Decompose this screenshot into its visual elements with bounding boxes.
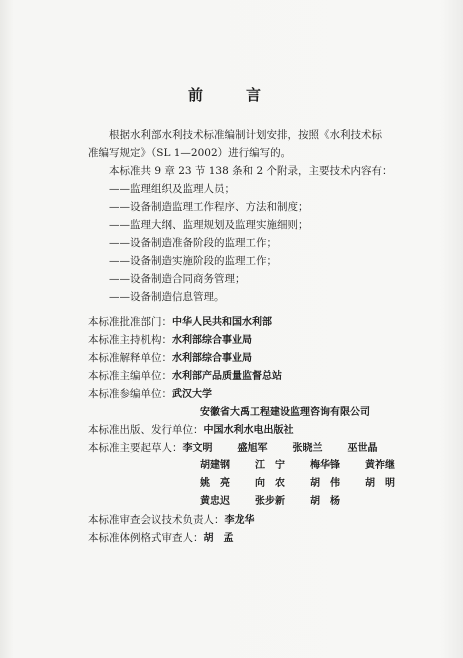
- content-item: ——设备制造监理工作程序、方法和制度；: [109, 201, 309, 213]
- drafter-name: 盛旭军: [237, 443, 268, 454]
- format-review-row: [88, 529, 418, 547]
- drafters-row: [88, 439, 418, 457]
- content-item: ——设备制造实施阶段的监理工作；: [109, 255, 277, 267]
- chief-editor-label: 本标准主编单位：: [88, 370, 172, 382]
- drafter-name: 胡 伟: [310, 478, 340, 489]
- drafter-name: 李文明: [182, 443, 213, 454]
- page-title: 前 言: [187, 86, 275, 104]
- publisher-row: [88, 421, 418, 439]
- chief-editor-value: 水利部产品质量监督总站: [172, 371, 282, 382]
- drafter-name: 向 农: [255, 478, 285, 489]
- approval-row: [88, 313, 418, 331]
- chief-editor-row: [88, 367, 418, 385]
- publisher-label: 本标准出版、发行单位：: [88, 424, 204, 436]
- content-item: ——设备制造准备阶段的监理工作；: [109, 237, 277, 249]
- format-review-label: 本标准体例格式审查人：: [88, 532, 204, 544]
- review-value: 李龙华: [224, 515, 255, 526]
- approval-label: 本标准批准部门：: [88, 316, 172, 328]
- drafter-name: 黄忠迟: [200, 496, 230, 507]
- drafter-name: 巫世晶: [347, 443, 378, 454]
- drafter-name: 梅华锋: [310, 460, 340, 471]
- publisher-value: 中国水利水电出版社: [203, 425, 294, 436]
- intro-line-2: 准编写规定》（SL 1—2002）进行编写的。: [88, 147, 292, 159]
- drafter-name: 姚 亮: [200, 478, 230, 489]
- host-row: [88, 331, 418, 349]
- drafters-row: [88, 457, 418, 475]
- summary-line: 本标准共 9 章 23 节 138 条和 2 个附录，主要技术内容有：: [109, 165, 393, 177]
- review-row: [88, 511, 418, 529]
- drafters-names: [183, 440, 403, 458]
- participant-row: [88, 385, 418, 403]
- drafter-name: 江 宁: [255, 460, 285, 471]
- drafter-name: 黄祚继: [365, 460, 395, 471]
- drafter-name: 张晓兰: [292, 443, 323, 454]
- host-value: 水利部综合事业局: [172, 335, 252, 346]
- drafters-label: 本标准主要起草人：: [88, 442, 183, 454]
- drafters-row: [88, 475, 418, 493]
- intro-paragraph: [88, 126, 388, 162]
- interpret-row: [88, 349, 418, 367]
- participant-value: 安徽省大禹工程建设监理咨询有限公司: [200, 407, 370, 418]
- content-item: ——设备制造合同商务管理；: [109, 273, 246, 285]
- participant-label: 本标准参编单位：: [88, 388, 172, 400]
- content-summary: [88, 162, 393, 306]
- interpret-value: 水利部综合事业局: [172, 353, 252, 364]
- drafter-name: 胡建钢: [200, 460, 230, 471]
- drafter-name: 胡 明: [365, 478, 395, 489]
- drafter-name: 张步新: [255, 496, 285, 507]
- participant-row-2: [88, 403, 418, 421]
- drafter-name: 胡 杨: [310, 496, 340, 507]
- drafters-row: [88, 493, 418, 511]
- content-item: ——监理大纲、监理规划及监理实施细则；: [109, 219, 309, 231]
- host-label: 本标准主持机构：: [88, 334, 172, 346]
- intro-line-1: 根据水利部水利技术标准编制计划安排，按照《水利技术标: [109, 129, 382, 141]
- interpret-label: 本标准解释单位：: [88, 352, 172, 364]
- approval-value: 中华人民共和国水利部: [172, 317, 272, 328]
- review-label: 本标准审查会议技术负责人：: [88, 514, 225, 526]
- format-review-value: 胡 孟: [203, 533, 234, 544]
- standard-info: [88, 313, 418, 547]
- participant-value: 武汉大学: [172, 389, 212, 400]
- content-item: ——监理组织及监理人员；: [109, 183, 235, 195]
- content-item: ——设备制造信息管理。: [109, 291, 225, 303]
